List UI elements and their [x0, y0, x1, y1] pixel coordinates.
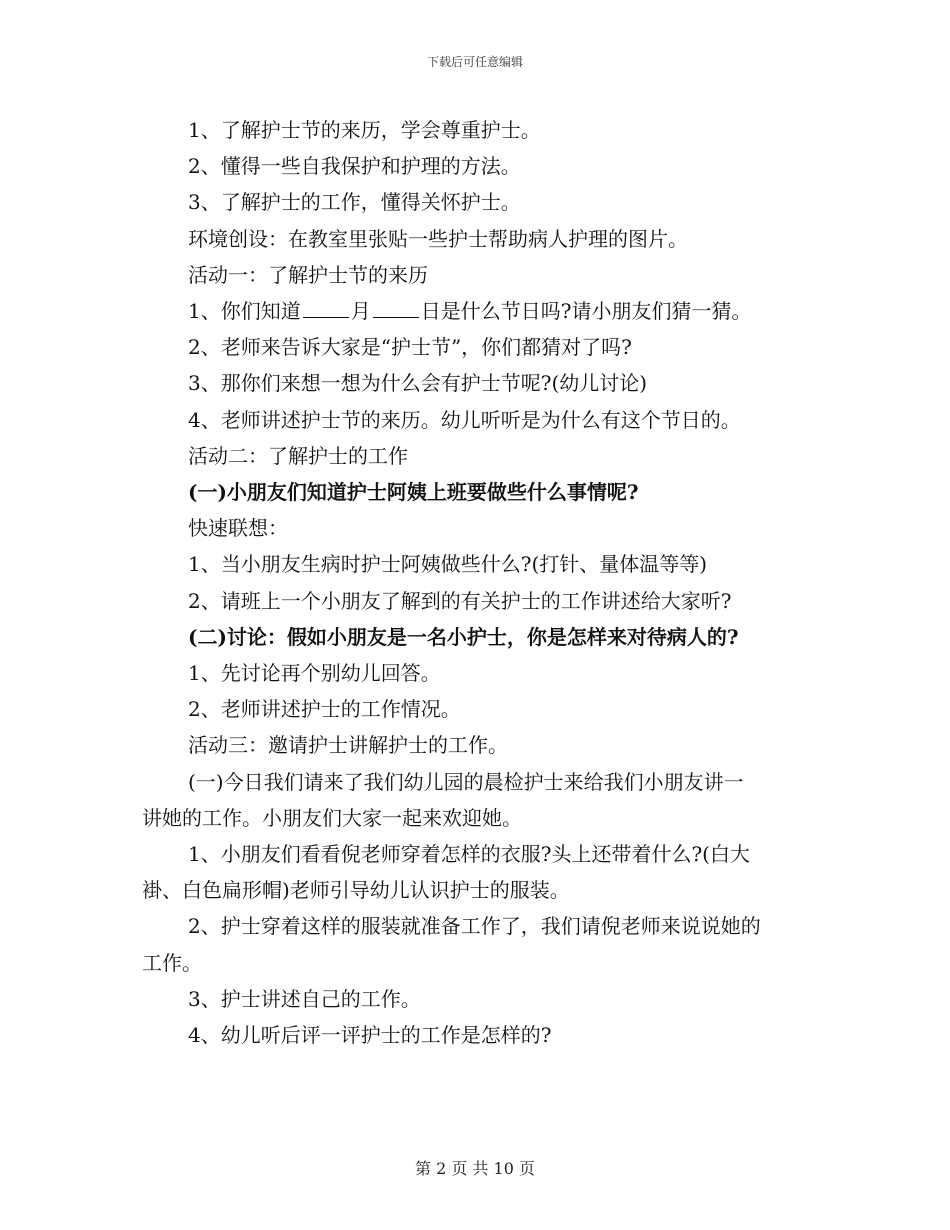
document-body — [142, 112, 810, 1053]
blank-underline — [303, 299, 349, 318]
paragraph-activity-3-item-3: 3、护士讲述自己的工作。 — [188, 986, 421, 1011]
paragraph-activity-2-item-1: 1、当小朋友生病时护士阿姨做些什么?(打针、量体温等等) — [188, 552, 708, 577]
subheading-activity-2-part-2: (二)讨论：假如小朋友是一名小护士，你是怎样来对待病人的? — [188, 624, 739, 649]
paragraph-activity-1-item-4: 4、老师讲述护士节的来历。幼儿听听是为什么有这个节日的。 — [188, 407, 741, 432]
paragraph-activity-3-item-2: 2、护士穿着这样的服装就准备工作了，我们请倪老师来说说她的 — [188, 914, 761, 939]
paragraph-discussion-item-1: 1、先讨论再个别幼儿回答。 — [188, 661, 441, 686]
paragraph-environment: 环境创设：在教室里张贴一些护士帮助病人护理的图片。 — [188, 226, 688, 251]
heading-activity-3: 活动三：邀请护士讲解护士的工作。 — [188, 733, 508, 758]
paragraph-goal-2: 2、懂得一些自我保护和护理的方法。 — [188, 154, 521, 179]
paragraph-goal-3: 3、了解护士的工作，懂得关怀护士。 — [188, 190, 521, 215]
paragraph-goal-1: 1、了解护士节的来历，学会尊重护士。 — [188, 118, 541, 142]
paragraph-quick-association: 快速联想： — [188, 516, 288, 541]
paragraph-discussion-item-2: 2、老师讲述护士的工作情况。 — [188, 697, 461, 722]
page-header: 下载后可任意编辑 — [426, 55, 523, 69]
paragraph-activity-3-item-1: 1、小朋友们看看倪老师穿着怎样的衣服?头上还带着什么?(白大 — [188, 842, 750, 867]
paragraph-activity-1-item-3: 3、那你们来想一想为什么会有护士节呢?(幼儿讨论) — [188, 371, 648, 396]
heading-activity-2: 活动二：了解护士的工作 — [188, 443, 408, 468]
paragraph-activity-2-item-2: 2、请班上一个小朋友了解到的有关护士的工作讲述给大家听? — [188, 588, 732, 613]
paragraph-activity-3-item-4: 4、幼儿听后评一评护士的工作是怎样的? — [188, 1023, 552, 1048]
paragraph-activity-3-intro: (一)今日我们请来了我们幼儿园的晨检护士来给我们小朋友讲一 — [188, 769, 744, 794]
text-segment: 月 — [350, 299, 371, 324]
text-segment: 日是什么节日吗?请小朋友们猜一猜。 — [420, 299, 752, 324]
paragraph-activity-1-item-2: 2、老师来告诉大家是“护士节”，你们都猜对了吗? — [188, 335, 632, 360]
blank-underline — [373, 299, 419, 318]
text-segment: 1、你们知道 — [188, 299, 301, 324]
paragraph-activity-3-intro-cont: 讲她的工作。小朋友们大家一起来欢迎她。 — [142, 805, 522, 830]
paragraph-activity-3-item-1-cont: 褂、白色扁形帽)老师引导幼儿认识护士的服装。 — [142, 878, 570, 903]
subheading-activity-2-part-1: (一)小朋友们知道护士阿姨上班要做些什么事情呢? — [188, 480, 639, 505]
heading-activity-1: 活动一：了解护士节的来历 — [188, 262, 428, 287]
page-number: 第 2 页 共 10 页 — [415, 1159, 535, 1178]
paragraph-activity-3-item-2-cont: 工作。 — [142, 950, 202, 975]
paragraph-activity-1-item-1 — [142, 293, 810, 329]
